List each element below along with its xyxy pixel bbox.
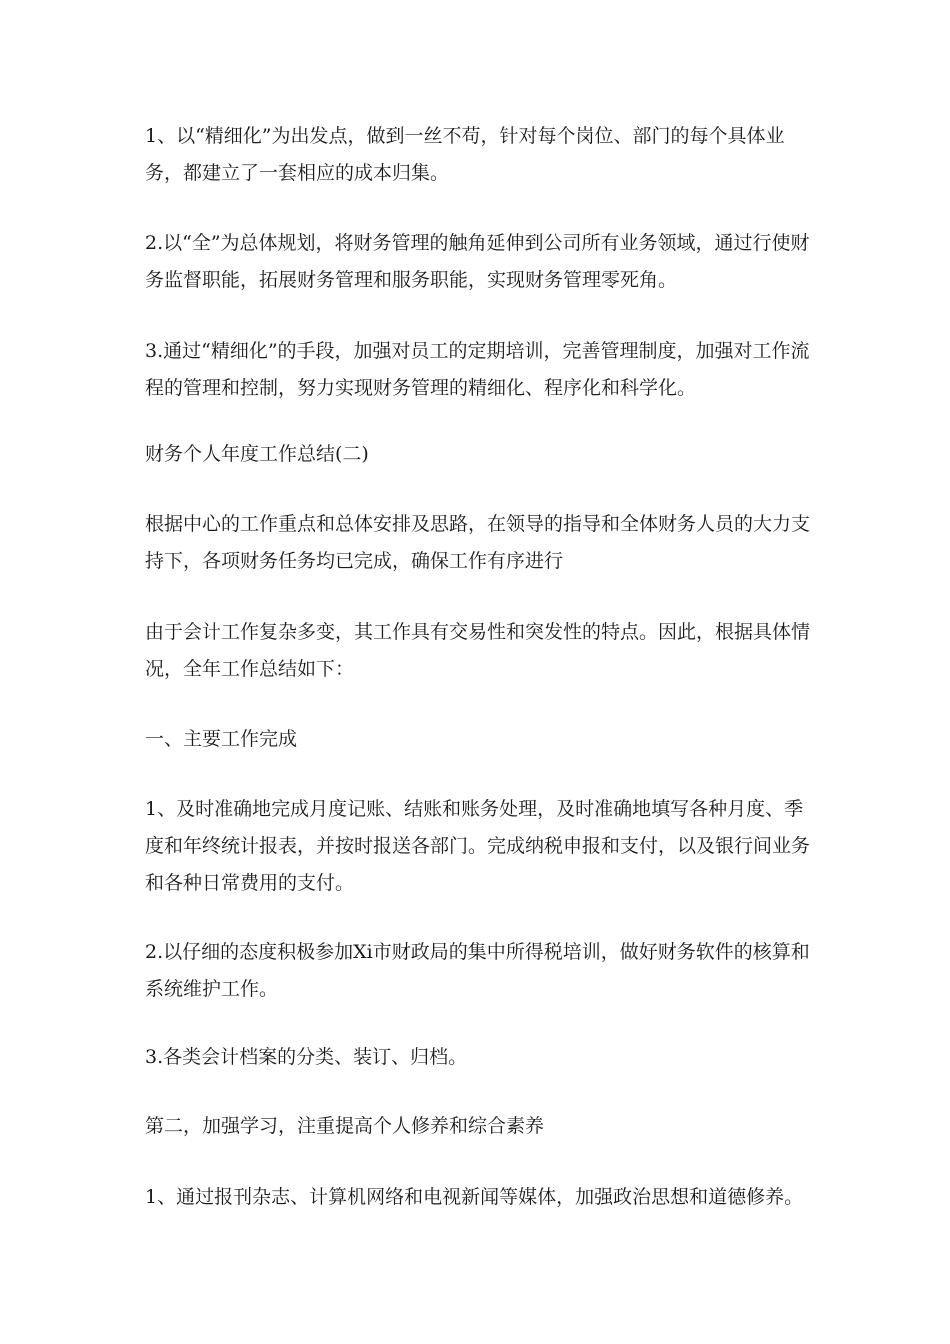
section-heading-learning: 第二，加强学习，注重提高个人修养和综合素养 bbox=[145, 1115, 545, 1137]
paragraph-bookkeeping: 1、及时准确地完成月度记账、结账和账务处理，及时准确地填写各种月度、季度和年终统计报表，并按时报送各部门。完成纳税申报和支付，以及银行间业务和各种日常费用的支付。 bbox=[145, 798, 811, 894]
section-heading-summary-two: 财务个人年度工作总结(二) bbox=[145, 443, 369, 465]
paragraph-accounting-nature: 由于会计工作复杂多变，其工作具有交易性和突发性的特点。因此，根据具体情况，全年工作总结如下： bbox=[145, 621, 811, 680]
paragraph-intro: 根据中心的工作重点和总体安排及思路，在领导的指导和全体财务人员的大力支持下，各项财务任务均已完成，确保工作有序进行 bbox=[145, 513, 811, 572]
paragraph-training: 3.通过“精细化”的手段，加强对员工的定期培训，完善管理制度，加强对工作流程的管理和控制，努力实现财务管理的精细化、程序化和科学化。 bbox=[145, 340, 810, 399]
paragraph-archives: 3.各类会计档案的分类、装订、归档。 bbox=[145, 1046, 468, 1068]
paragraph-overall-planning: 2.以“全”为总体规划，将财务管理的触角延伸到公司所有业务领域，通过行使财务监督职能，拓展财务管理和服务职能，实现财务管理零死角。 bbox=[145, 232, 810, 291]
section-heading-main-work: 一、主要工作完成 bbox=[145, 728, 298, 750]
paragraph-media-study: 1、通过报刊杂志、计算机网络和电视新闻等媒体，加强政治思想和道德修养。 bbox=[145, 1186, 804, 1208]
paragraph-refinement: 1、以“精细化”为出发点，做到一丝不苟，针对每个岗位、部门的每个具体业务，都建立了一套相应的成本归集。 bbox=[145, 125, 785, 184]
paragraph-tax-training: 2.以仔细的态度积极参加Xi市财政局的集中所得税培训，做好财务软件的核算和系统维护工作。 bbox=[145, 941, 810, 1000]
